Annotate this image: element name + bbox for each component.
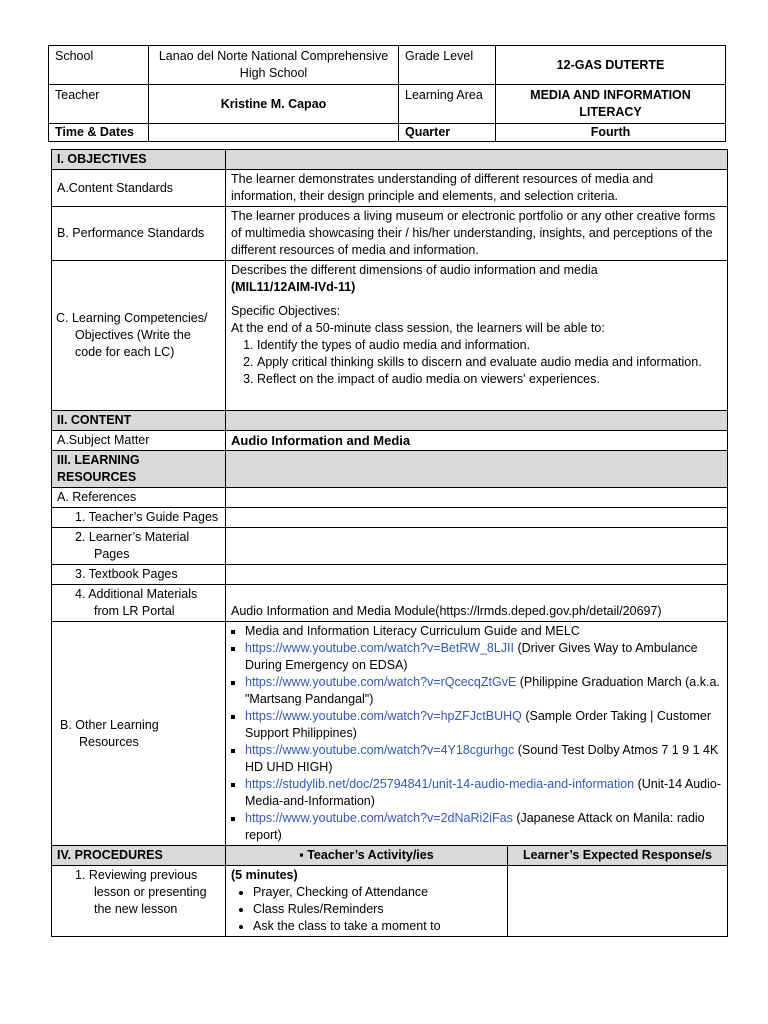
competencies-cell [226, 261, 728, 411]
step1-time: (5 minutes) [231, 868, 298, 882]
header-table [48, 45, 726, 142]
resource-link[interactable]: https://www.youtube.com/watch?v=rQcecqZtGvE [245, 675, 517, 689]
ref-item: 3. Textbook Pages [52, 565, 226, 585]
other-resources-list [231, 623, 722, 844]
additional-materials-value: Audio Information and Media Module(https://lrmds.deped.gov.ph/detail/20697) [226, 585, 728, 622]
content-standards-text: The learner demonstrates understanding of different resources of media and information, their design principle and elements, and selection criteria. [226, 170, 728, 207]
time-label: Time & Dates [49, 124, 149, 142]
square-bullet-icon: ▪ [299, 848, 308, 862]
ref-item: 1. Teacher’s Guide Pages [52, 508, 226, 528]
school-value: Lanao del Norte National Comprehensive High School [149, 46, 399, 85]
step1-learner-cell [508, 866, 728, 937]
step1-teacher-cell [226, 866, 508, 937]
ref-item: 4. Additional Materials from LR Portal [75, 587, 198, 618]
content-heading: II. CONTENT [52, 411, 226, 431]
procedures-heading: IV. PROCEDURES [52, 846, 226, 866]
specific-intro: At the end of a 50-minute class session, the learners will be able to: [231, 321, 605, 335]
resource-item: ▪ https://www.youtube.com/watch?v=4Y18cgurhgc (Sound Test Dolby Atmos 7 1 9 1 4K HD UHD HIGH) [245, 742, 722, 776]
resources-heading: III. LEARNING RESOURCES [52, 451, 226, 488]
resource-link[interactable]: https://www.youtube.com/watch?v=BetRW_8LJII [245, 641, 514, 655]
subject-matter-value: Audio Information and Media [226, 431, 728, 451]
resource-item: ▪ Media and Information Literacy Curriculum Guide and MELC [245, 623, 722, 640]
quarter-value: Fourth [496, 124, 726, 142]
quarter-label: Quarter [399, 124, 496, 142]
step1-list [231, 884, 502, 935]
area-value: MEDIA AND INFORMATION LITERACY [496, 85, 726, 124]
teacher-label: Teacher [49, 85, 149, 124]
specific-objective: 3. Reflect on the impact of audio media on viewers' experiences. [257, 371, 722, 388]
teacher-value: Kristine M. Capao [149, 85, 399, 124]
specific-objective: 2. Apply critical thinking skills to discern and evaluate audio media and information. [257, 354, 722, 371]
resource-item: ▪ https://www.youtube.com/watch?v=hpZFJctBUHQ (Sample Order Taking | Customer Support Philippines) [245, 708, 722, 742]
competency-desc: Describes the different dimensions of audio information and media [231, 263, 598, 277]
competencies-label: C. Learning Competencies/ Objectives (Write the code for each LC) [56, 311, 208, 359]
resource-item: ▪ https://www.youtube.com/watch?v=BetRW_8LJII (Driver Gives Way to Ambulance During Emergency on EDSA) [245, 640, 722, 674]
specific-objectives-list [231, 337, 722, 388]
other-resources-label: B. Other Learning Resources [60, 717, 159, 749]
resource-link[interactable]: https://studylib.net/doc/25794841/unit-14-audio-media-and-information [245, 777, 635, 791]
objectives-heading: I. OBJECTIVES [52, 150, 226, 170]
grade-label: Grade Level [399, 46, 496, 85]
teacher-activity-heading: Teacher’s Activity/ies [307, 848, 434, 862]
performance-standards-text: The learner produces a living museum or electronic portfolio or any other creative forms of multimedia showcasing their / his/her understanding, insights, and perceptions of the different resources of media and information. [226, 207, 728, 261]
resource-item: ▪ https://www.youtube.com/watch?v=2dNaRi2iFas (Japanese Attack on Manila: radio report) [245, 810, 722, 844]
content-standards-label: A.Content Standards [52, 170, 226, 207]
resource-link[interactable]: https://www.youtube.com/watch?v=2dNaRi2iFas [245, 811, 513, 825]
step1-item: • Class Rules/Reminders [253, 901, 502, 918]
grade-value: 12-GAS DUTERTE [496, 46, 726, 85]
performance-standards-label: B. Performance Standards [52, 207, 226, 261]
other-resources-cell [226, 622, 728, 846]
ref-item: 2. Learner’s Material Pages [75, 530, 190, 561]
learner-response-heading: Learner’s Expected Response/s [508, 846, 728, 866]
resource-link[interactable]: https://www.youtube.com/watch?v=hpZFJctBUHQ [245, 709, 522, 723]
resource-link[interactable]: https://www.youtube.com/watch?v=4Y18cgurhgc [245, 743, 515, 757]
area-label: Learning Area [399, 85, 496, 124]
subject-matter-label: A.Subject Matter [52, 431, 226, 451]
specific-objective: 1. Identify the types of audio media and information. [257, 337, 722, 354]
step1-item: • Ask the class to take a moment to [253, 918, 502, 935]
school-label: School [49, 46, 149, 85]
step1-item: • Prayer, Checking of Attendance [253, 884, 502, 901]
resource-item: ▪ https://studylib.net/doc/25794841/unit-14-audio-media-and-information (Unit-14 Audio-Media-and-Information) [245, 776, 722, 810]
time-value [149, 124, 399, 142]
lesson-plan-table [51, 149, 728, 937]
competency-code: (MIL11/12AIM-IVd-11) [231, 280, 356, 294]
references-label: A. References [52, 488, 226, 508]
specific-title: Specific Objectives: [231, 304, 341, 318]
resource-item: ▪ https://www.youtube.com/watch?v=rQcecqZtGvE (Philippine Graduation March (a.k.a. "Martsang Pandangal") [245, 674, 722, 708]
step1-label: 1. Reviewing previous lesson or presenting the new lesson [75, 868, 207, 916]
